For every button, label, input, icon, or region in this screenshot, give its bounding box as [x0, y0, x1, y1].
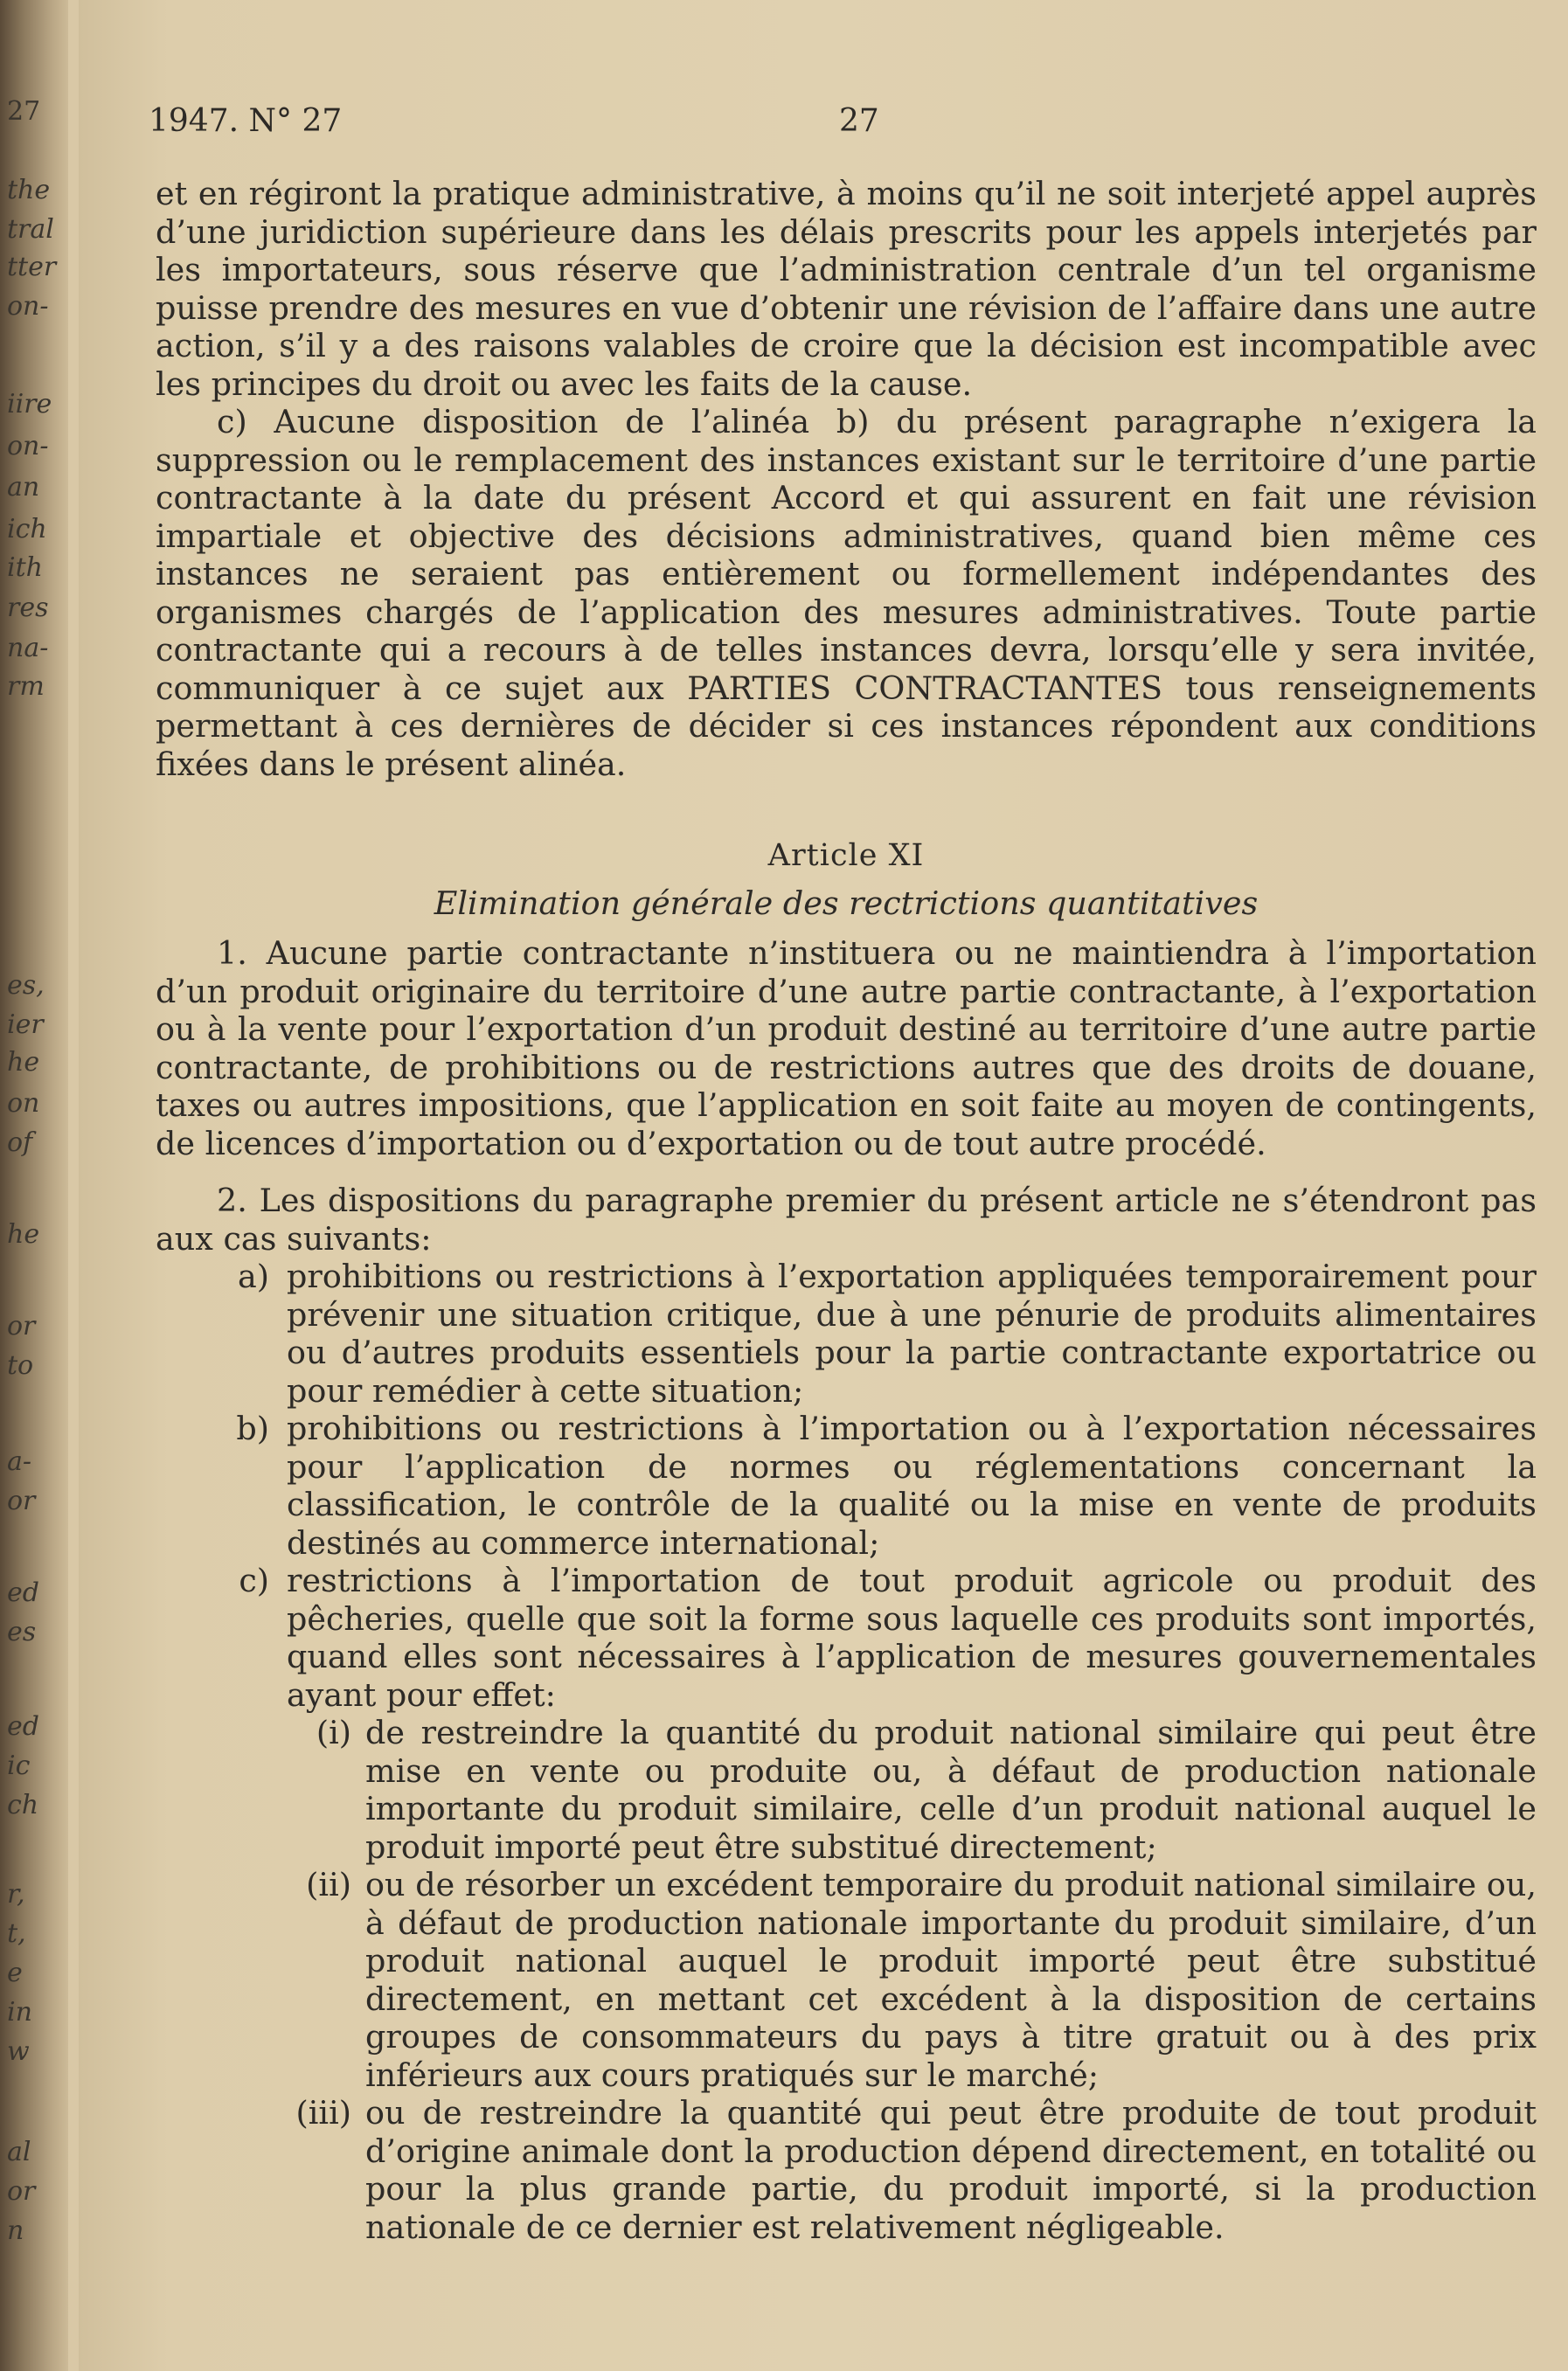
facing-page-fragment: he [7, 1047, 40, 1078]
facing-page-fragment: ed [7, 1577, 39, 1608]
subitem-label: (iii) [295, 2094, 351, 2132]
sub-list-item [156, 1714, 1537, 1866]
list-item [156, 1410, 1537, 1562]
subitem-text: de restreindre la quantité du produit national similaire qui peut être mise en vente ou produite ou, à défaut de production nationale importante du produit similaire, celle d’un produit national auquel le produit importé peut être substitué directement; [365, 1714, 1537, 1866]
facing-page-fragment: e [7, 1958, 23, 1988]
facing-page-fragment: of [7, 1127, 33, 1158]
facing-page-fragment: rm [7, 671, 45, 702]
facing-page-fragment: or [7, 1311, 36, 1341]
facing-page-fragment: ich [7, 514, 47, 544]
facing-page-fragment: 27 [7, 96, 41, 127]
sub-list-item [156, 1866, 1537, 2094]
facing-page-fragment: w [7, 2036, 30, 2067]
paragraph-1: 1. Aucune partie contractante n’instituera ou ne maintiendra à l’importation d’un produit originaire du territoire d’une autre partie contractante, à l’exportation ou à la vente pour l’exportation d’un produit destiné au territoire d’une autre partie contractante, de prohibitions ou de restrictions autres que des droits de douane, taxes ou autres impositions, que l’application en soit faite au moyen de contingents, de licences d’importation ou d’exportation ou de tout autre procédé. [156, 934, 1537, 1162]
facing-page-fragment: es, [7, 970, 45, 1001]
facing-page-fragment: al [7, 2137, 31, 2167]
facing-page-fragment: on- [7, 291, 49, 322]
facing-page-fragment: on [7, 1088, 40, 1119]
facing-page-fragment: in [7, 1997, 32, 2028]
subitem-text: ou de restreindre la quantité qui peut être produite de tout produit d’origine animale dont la production dépend directement, en totalité ou pour la plus grande partie, du produit importé, si la production nationale de ce dernier est relativement négligeable. [365, 2094, 1537, 2246]
facing-page-fragment: iire [7, 389, 52, 419]
item-text: prohibitions ou restrictions à l’importation ou à l’exportation nécessaires pour l’application de normes ou réglementations concernant la classification, le contrôle de la qualité ou la mise en vente de produits destinés au commerce international; [287, 1410, 1537, 1562]
sub-list-item [156, 2094, 1537, 2246]
facing-page-fragment: na- [7, 633, 49, 663]
paragraph-c: c) Aucune disposition de l’alinéa b) du présent paragraphe n’exigera la suppression ou le remplacement des instances existant sur le territoire d’une partie contractante à la date du présent Accord et qui assurent en fait une révision impartiale et objective des décisions administratives, quand bien même ces instances ne seraient pas entièrement ou formellement indépendantes des organismes chargés de l’application des mesures administratives. Toute partie contractante qui a recours à de telles instances devra, lorsqu’elle y sera invitée, communiquer à ce sujet aux PARTIES CONTRACTANTES tous renseignements permettant à ces dernières de décider si ces instances répondent aux conditions fixées dans le présent alinéa. [156, 403, 1537, 783]
facing-page-fragment: ier [7, 1009, 44, 1040]
facing-page-fragment: ith [7, 552, 43, 583]
document-page [79, 0, 1568, 2371]
facing-page-fragment: an [7, 472, 40, 503]
page-header [149, 103, 1547, 156]
facing-page-fragment: t, [7, 1918, 26, 1949]
facing-page-fragment: n [7, 2215, 24, 2246]
article-heading: Article XI [767, 838, 925, 873]
facing-page-fragment: or [7, 1486, 36, 1516]
subitem-text: ou de résorber un excédent temporaire du produit national similaire ou, à défaut de production nationale importante du produit similaire, d’un produit national auquel le produit importé peut être substitué directement, en mettant cet excédent à la disposition de certains groupes de consommateurs du pays à titre gratuit ou à des prix inférieurs aux cours pratiqués sur le marché; [365, 1866, 1537, 2094]
facing-page-fragment: ch [7, 1790, 39, 1820]
paragraph-2: 2. Les dispositions du paragraphe premier du présent article ne s’étendront pas aux cas suivants: [156, 1182, 1537, 1258]
facing-page-fragment: on- [7, 431, 49, 461]
facing-page-fragment: r, [7, 1879, 25, 1910]
running-head-year-number: 1947. N° 27 [149, 103, 343, 139]
facing-page-fragment: tter [7, 252, 57, 282]
facing-page-fragment: res [7, 593, 49, 623]
page-body [156, 175, 1537, 2246]
item-text: restrictions à l’importation de tout produit agricole ou produit des pêcheries, quelle que soit la forme sous laquelle ces produits sont importés, quand elles sont nécessaires à l’application de mesures gouvernementales ayant pour effet: [287, 1562, 1537, 1714]
facing-page-fragment: ic [7, 1751, 31, 1781]
item-text: prohibitions ou restrictions à l’exportation appliquées temporairement pour prévenir une situation critique, due à une pénurie de produits alimentaires ou d’autres produits essentiels pour la partie contractante exportatrice ou pour remédier à cette situation; [287, 1258, 1537, 1410]
facing-page-fragment: he [7, 1219, 40, 1250]
facing-page-fragment: or [7, 2176, 36, 2207]
item-label: a) [237, 1258, 269, 1295]
page-number: 27 [839, 103, 879, 139]
list-item [156, 1258, 1537, 1410]
facing-page-fragment: the [7, 175, 51, 205]
article-subtitle: Elimination générale des rectrictions quantitatives [434, 884, 1259, 922]
item-label: b) [236, 1410, 269, 1447]
subitem-label: (i) [316, 1714, 351, 1751]
facing-page-fragment: ed [7, 1711, 39, 1742]
paragraph-continuation: et en régiront la pratique administrative, à moins qu’il ne soit interjeté appel auprès d’une juridiction supérieure dans les délais prescrits pour les appels interjetés par les importateurs, sous réserve que l’administration centrale d’un tel organisme puisse prendre des mesures en vue d’obtenir une révision de l’affaire dans une autre action, s’il y a des raisons valables de croire que la décision est incompatible avec les principes du droit ou avec les faits de la cause. [156, 175, 1537, 403]
facing-page-fragment: es [7, 1617, 37, 1647]
item-label: c) [239, 1562, 269, 1599]
facing-page-fragment: a- [7, 1446, 32, 1477]
facing-page-margin [7, 87, 59, 2360]
facing-page-fragment: tral [7, 214, 54, 245]
list-item [156, 1562, 1537, 1714]
subitem-label: (ii) [306, 1866, 351, 1903]
facing-page-fragment: to [7, 1350, 34, 1381]
